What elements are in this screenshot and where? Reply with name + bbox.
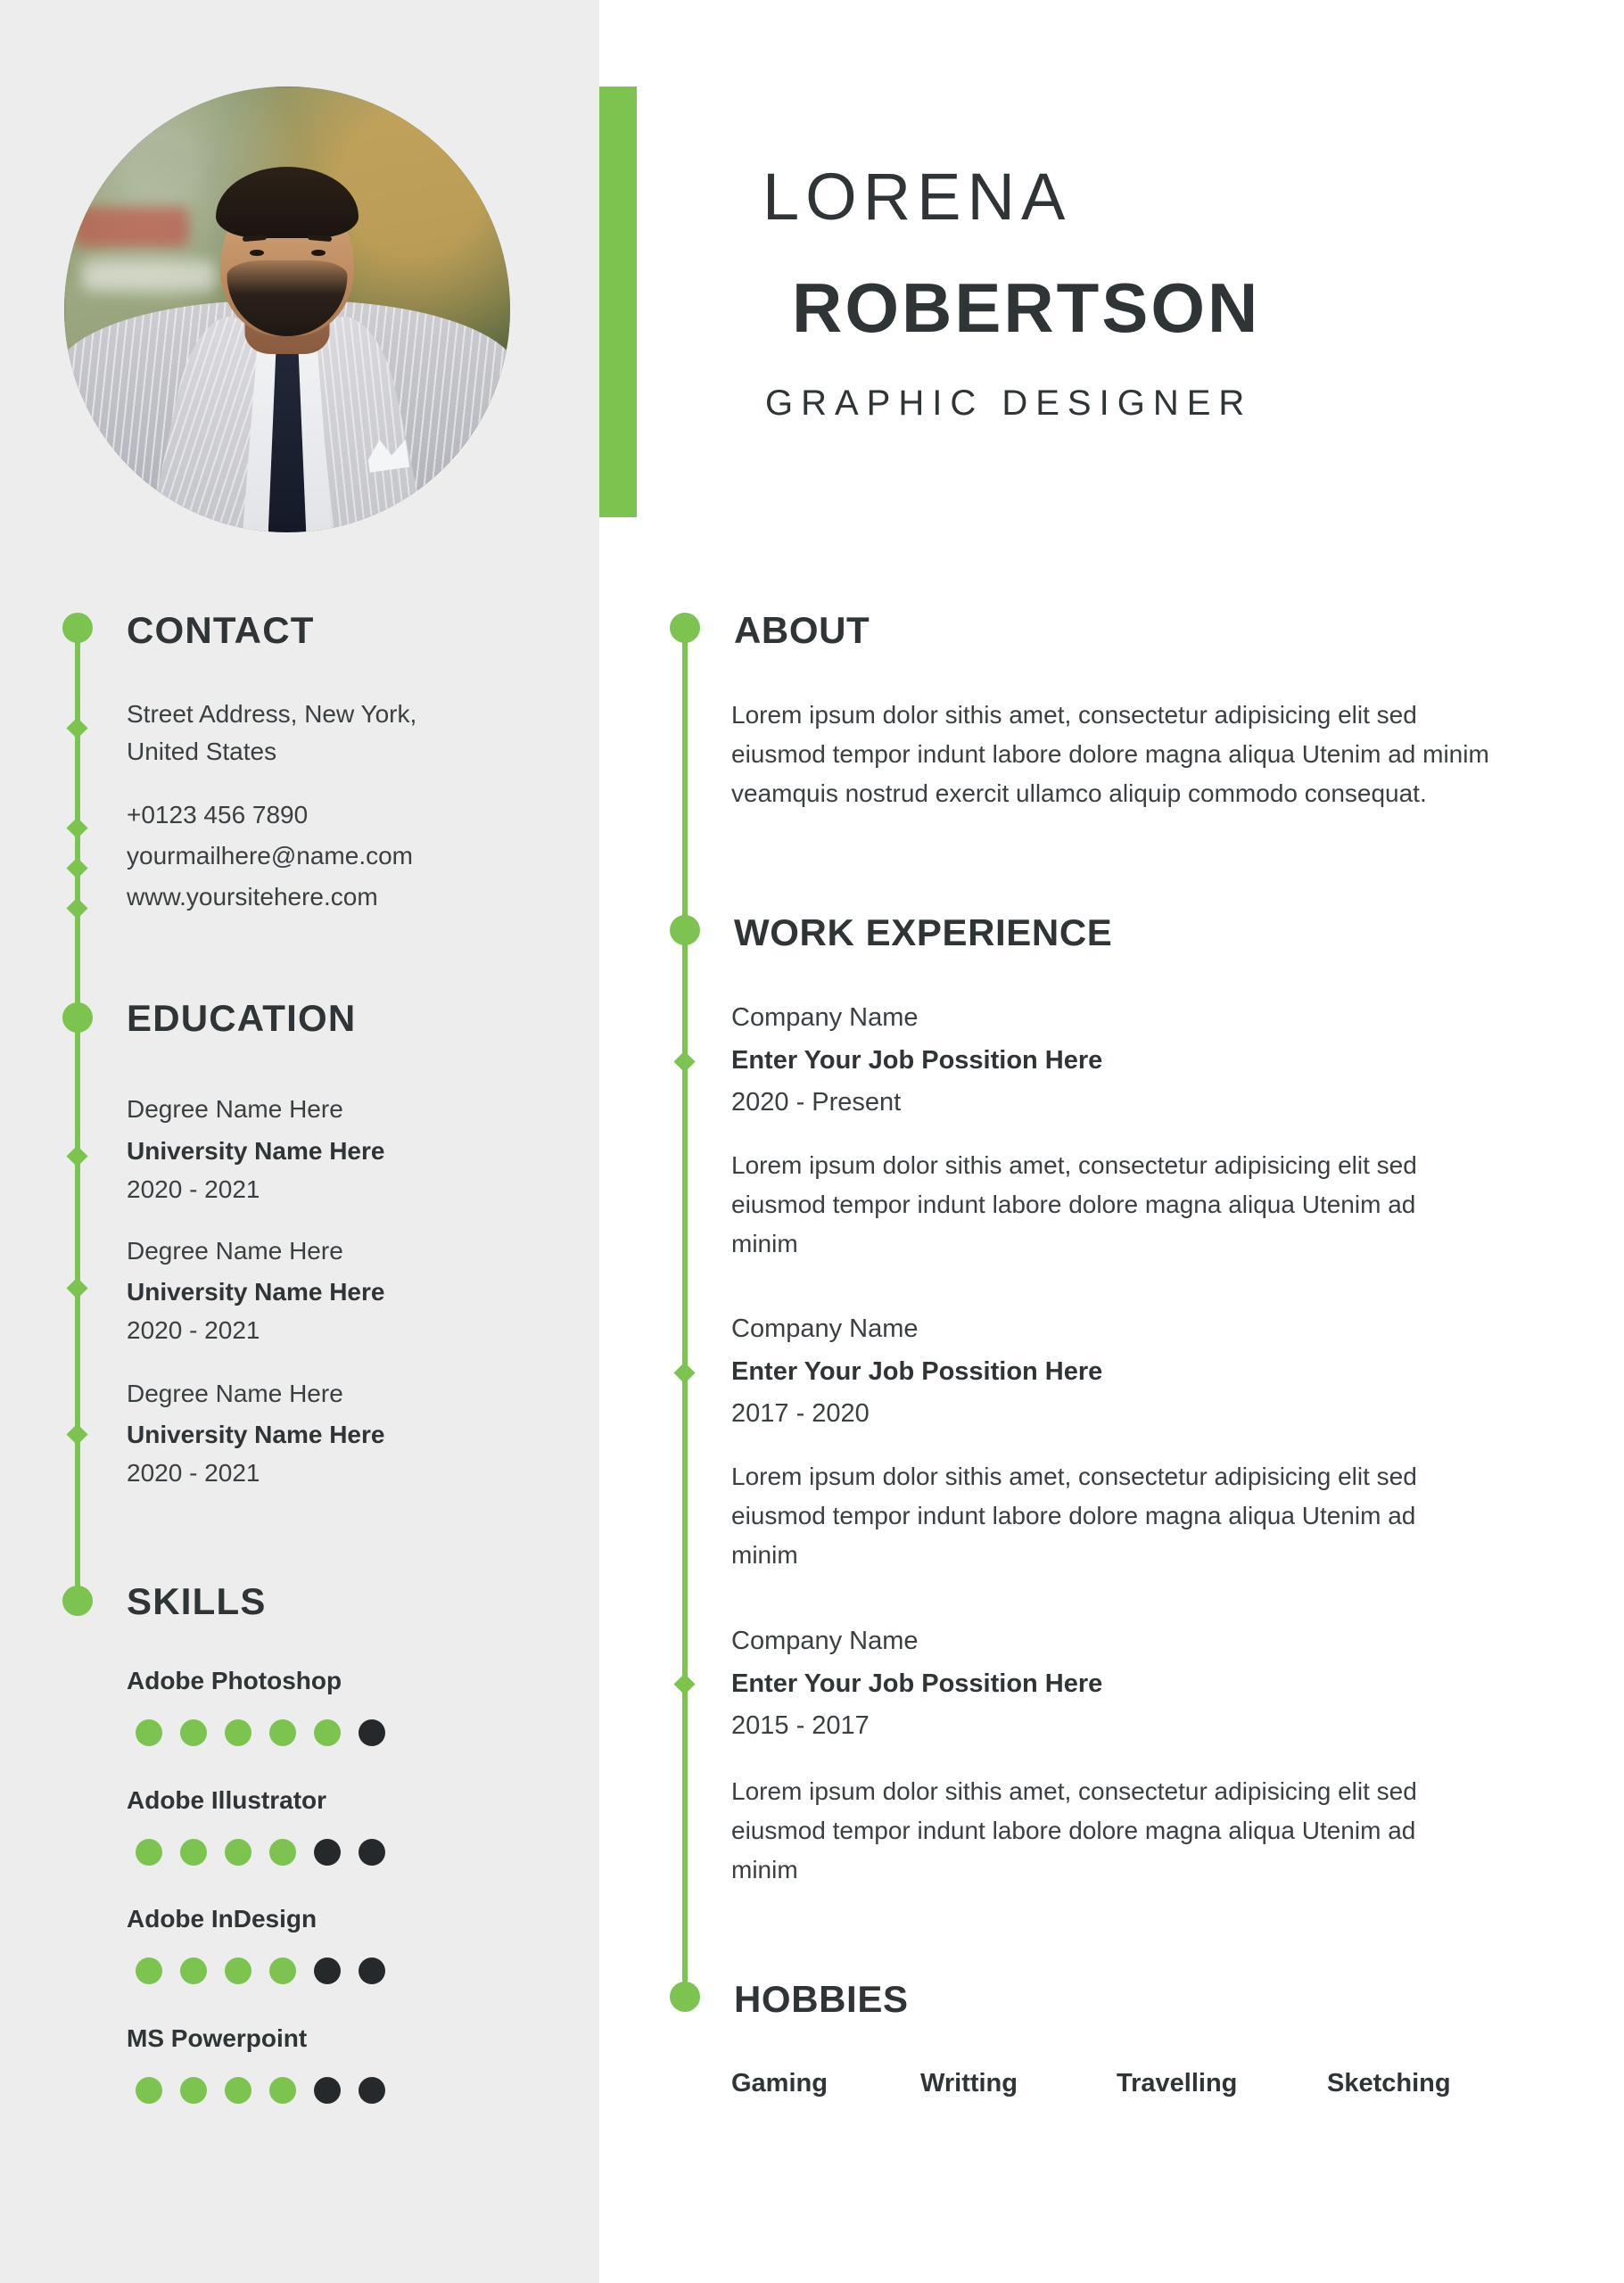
section-title-hobbies: HOBBIES	[734, 1978, 909, 2020]
timeline-dot-education	[62, 1002, 93, 1033]
skill-dot	[225, 1839, 251, 1866]
skill-dot	[225, 1719, 251, 1746]
timeline-marker-job-2	[673, 1362, 695, 1383]
job-dates-3: 2015 - 2017	[731, 1711, 870, 1740]
education-years-1: 2020 - 2021	[127, 1175, 260, 1203]
skill-dot	[269, 1839, 296, 1866]
skill-name-1: Adobe Photoshop	[127, 1667, 342, 1694]
skill-dot	[225, 2077, 251, 2104]
skill-rating-4	[136, 2077, 385, 2104]
section-title-about: ABOUT	[734, 609, 870, 651]
hobby-item-2: Writting	[920, 2069, 1018, 2098]
education-school-1: University Name Here	[127, 1137, 385, 1165]
education-degree-2: Degree Name Here	[127, 1237, 343, 1265]
left-timeline-line	[75, 624, 80, 1601]
education-years-3: 2020 - 2021	[127, 1459, 260, 1487]
skill-dot	[136, 2077, 162, 2104]
job-role: GRAPHIC DESIGNER	[765, 383, 1253, 423]
skill-name-3: Adobe InDesign	[127, 1905, 317, 1933]
job-position-2: Enter Your Job Possition Here	[731, 1357, 1103, 1386]
skill-dot	[269, 2077, 296, 2104]
skill-dot	[180, 1839, 207, 1866]
hobby-item-1: Gaming	[731, 2069, 828, 2098]
skill-dot	[136, 1719, 162, 1746]
skill-dot	[359, 1839, 385, 1866]
job-position-1: Enter Your Job Possition Here	[731, 1046, 1103, 1075]
skill-name-2: Adobe Illustrator	[127, 1786, 327, 1814]
section-title-skills: SKILLS	[127, 1580, 267, 1622]
job-company-3: Company Name	[731, 1627, 919, 1655]
last-name: ROBERTSON	[792, 268, 1261, 347]
skill-dot	[314, 1839, 341, 1866]
job-company-1: Company Name	[731, 1003, 919, 1032]
education-degree-3: Degree Name Here	[127, 1380, 343, 1407]
skill-dot	[314, 2077, 341, 2104]
skill-dot	[359, 2077, 385, 2104]
job-company-2: Company Name	[731, 1315, 919, 1343]
skill-dot	[359, 1957, 385, 1984]
photo-eye-right	[311, 250, 326, 257]
timeline-dot-hobbies	[670, 1982, 700, 2012]
education-years-2: 2020 - 2021	[127, 1316, 260, 1344]
skill-dot	[314, 1719, 341, 1746]
job-description-3: Lorem ipsum dolor sithis amet, consectetur adipisicing elit sed eiusmod tempor indunt labore dolore magna aliqua Utenim ad minim	[731, 1777, 1417, 1883]
skill-dot	[180, 1957, 207, 1984]
contact-address-line-1: Street Address, New York,	[127, 700, 417, 728]
first-name: LORENA	[763, 160, 1072, 234]
photo-eye-left	[250, 250, 264, 257]
skill-rating-1	[136, 1719, 385, 1746]
section-title-work: WORK EXPERIENCE	[734, 911, 1113, 953]
skill-dot	[314, 1957, 341, 1984]
skill-dot	[180, 1719, 207, 1746]
about-text: Lorem ipsum dolor sithis amet, consectetur adipisicing elit sed eiusmod tempor indunt labore dolore magna aliqua Utenim ad minim veamquis nostrud exercit ullamco aliquip commodo consequat.	[731, 701, 1489, 807]
contact-email[interactable]: yourmailhere@name.com	[127, 842, 413, 870]
skill-rating-2	[136, 1839, 385, 1866]
contact-phone[interactable]: +0123 456 7890	[127, 801, 309, 828]
education-school-3: University Name Here	[127, 1421, 385, 1448]
job-description-2: Lorem ipsum dolor sithis amet, consectetur adipisicing elit sed eiusmod tempor indunt labore dolore magna aliqua Utenim ad minim	[731, 1463, 1417, 1569]
timeline-dot-work	[670, 915, 700, 945]
skill-dot	[136, 1839, 162, 1866]
contact-website[interactable]: www.yoursitehere.com	[127, 883, 378, 911]
skill-dot	[359, 1719, 385, 1746]
timeline-marker-job-3	[673, 1673, 695, 1694]
hobby-item-4: Sketching	[1327, 2069, 1451, 2098]
skill-rating-3	[136, 1957, 385, 1984]
timeline-marker-job-1	[673, 1051, 695, 1072]
hobby-item-3: Travelling	[1117, 2069, 1238, 2098]
section-title-contact: CONTACT	[127, 609, 315, 651]
section-title-education: EDUCATION	[127, 997, 357, 1039]
photo-bokeh-red	[73, 207, 189, 247]
skill-dot	[225, 1957, 251, 1984]
photo-bokeh-white	[82, 260, 216, 292]
timeline-dot-contact	[62, 613, 93, 643]
skill-dot	[180, 2077, 207, 2104]
education-school-2: University Name Here	[127, 1278, 385, 1306]
job-dates-1: 2020 - Present	[731, 1088, 902, 1117]
education-degree-1: Degree Name Here	[127, 1095, 343, 1123]
avatar	[64, 87, 510, 532]
skill-dot	[269, 1957, 296, 1984]
skill-dot	[136, 1957, 162, 1984]
skill-name-4: MS Powerpoint	[127, 2024, 308, 2052]
right-timeline-line	[682, 624, 688, 1998]
timeline-dot-skills	[62, 1586, 93, 1616]
skill-dot	[269, 1719, 296, 1746]
timeline-dot-about	[670, 613, 700, 643]
contact-address-line-2: United States	[127, 738, 277, 765]
job-dates-2: 2017 - 2020	[731, 1399, 870, 1428]
header-accent-bar	[599, 87, 637, 517]
profile-photo	[64, 87, 510, 532]
job-position-3: Enter Your Job Possition Here	[731, 1669, 1103, 1698]
job-description-1: Lorem ipsum dolor sithis amet, consectetur adipisicing elit sed eiusmod tempor indunt labore dolore magna aliqua Utenim ad minim	[731, 1151, 1417, 1257]
